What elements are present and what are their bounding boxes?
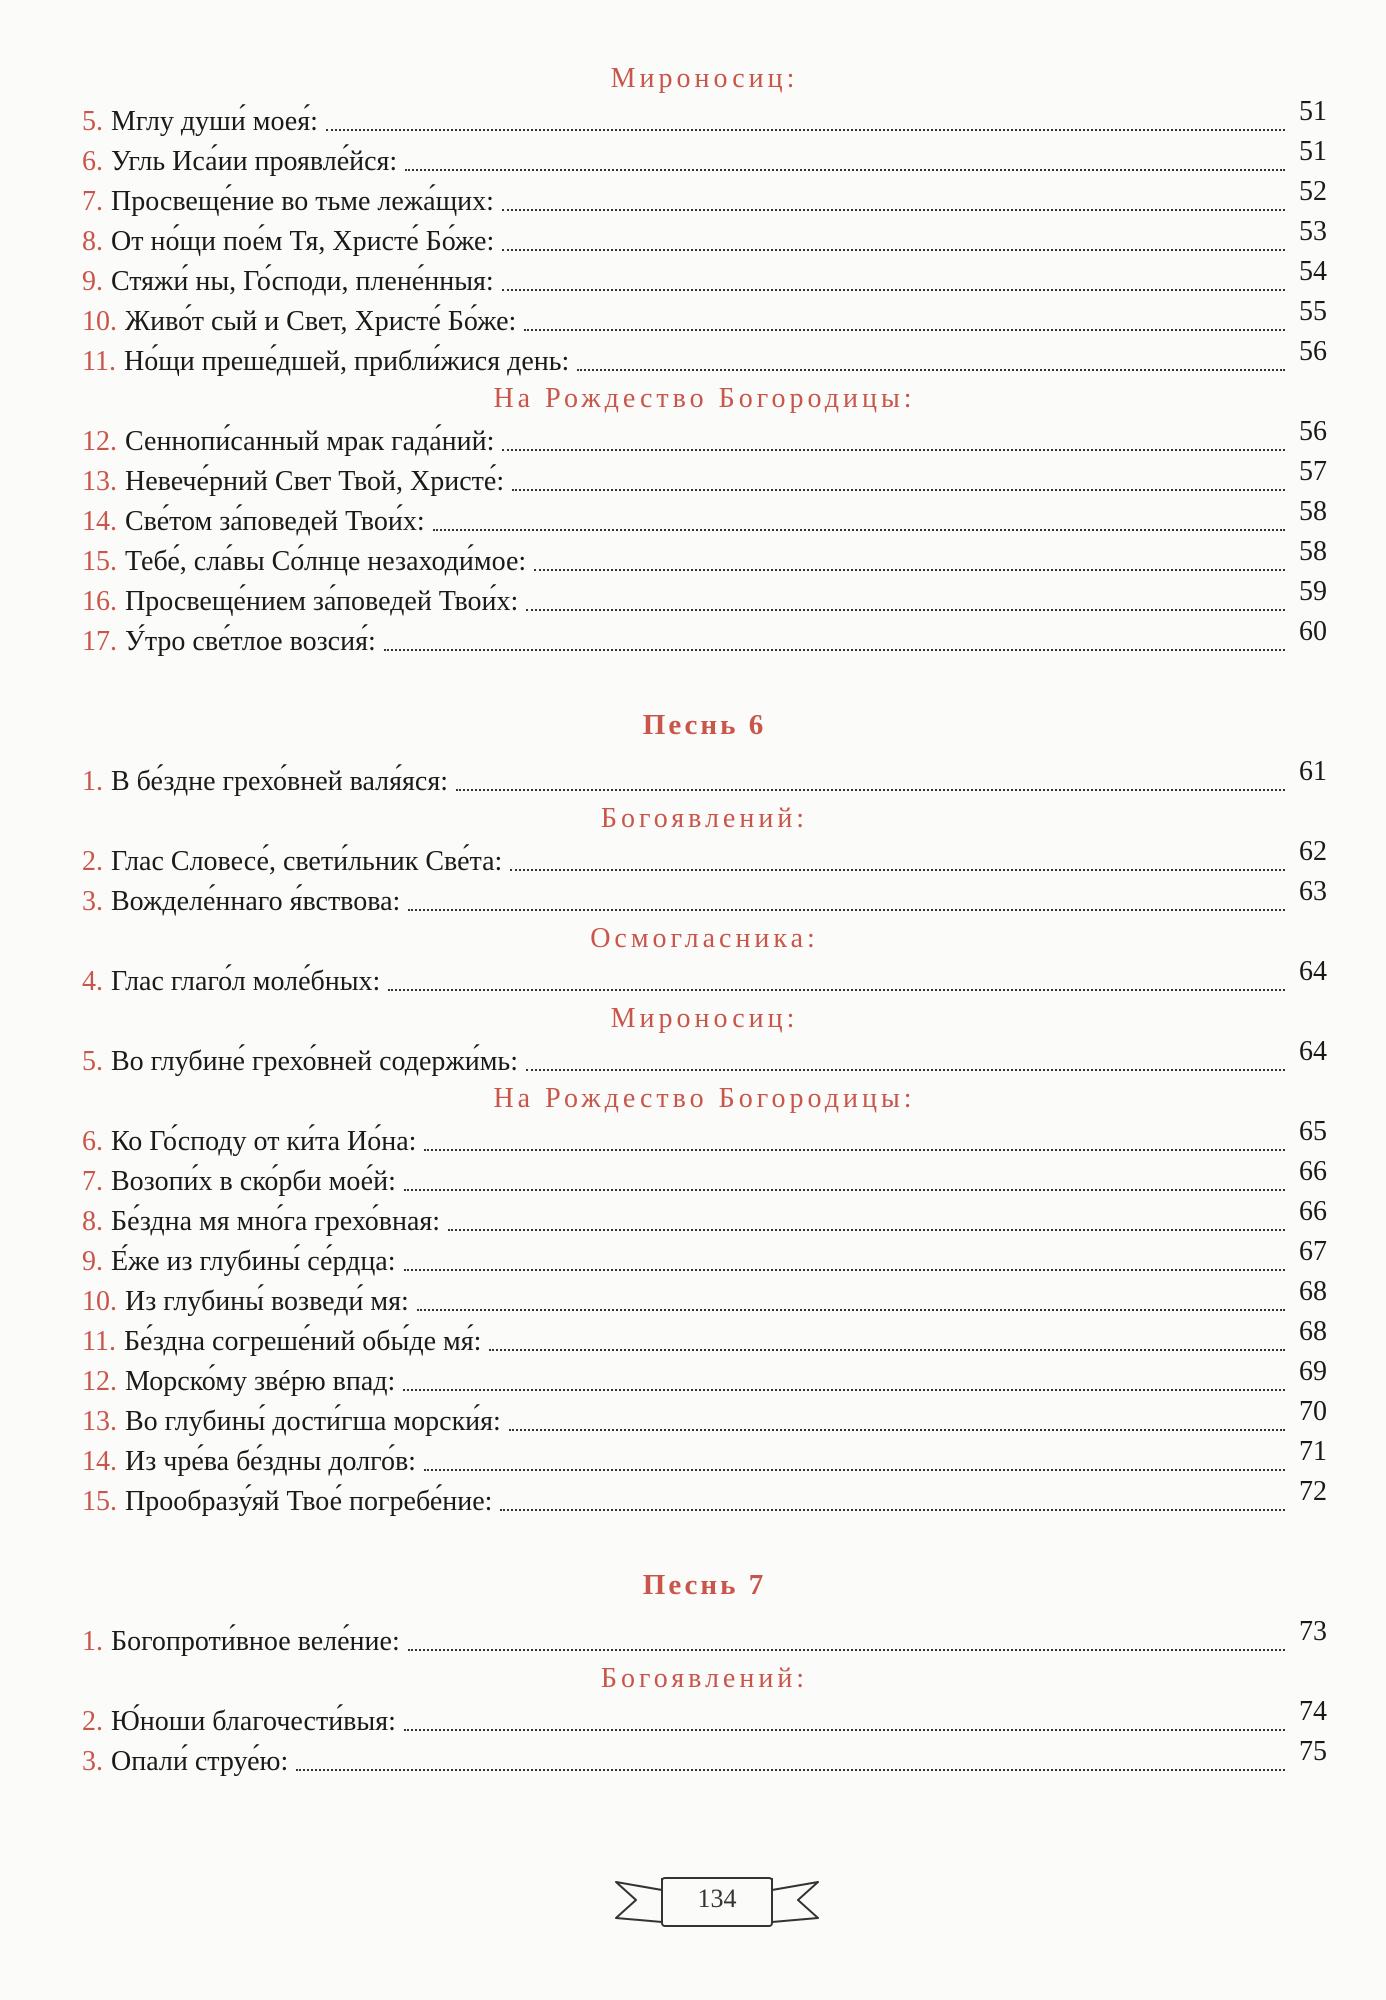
entry-page: 66	[1299, 1196, 1327, 1227]
dot-leader	[512, 489, 1285, 491]
entry-title: У́тро све́тлое возсия́:	[125, 626, 376, 657]
entry-page: 60	[1299, 616, 1327, 647]
entry-title: В бе́здне грехо́вней валя́яся:	[111, 766, 448, 797]
dot-leader	[502, 289, 1285, 291]
entry-page: 56	[1299, 336, 1327, 367]
entry-number: 8.	[82, 1206, 103, 1237]
entry-page: 59	[1299, 576, 1327, 607]
entry-page: 75	[1299, 1736, 1327, 1767]
entry-page: 58	[1299, 536, 1327, 567]
table-of-contents	[82, 58, 1327, 1778]
dot-leader	[510, 869, 1285, 871]
toc-entry[interactable]	[82, 1038, 1327, 1078]
entry-number: 6.	[82, 146, 103, 177]
entry-number: 2.	[82, 846, 103, 877]
entry-title: Бе́здна мя мно́га грехо́вная:	[111, 1206, 441, 1237]
dot-leader	[388, 989, 1285, 991]
toc-entry[interactable]	[82, 98, 1327, 138]
entry-page: 62	[1299, 836, 1327, 867]
toc-entry[interactable]	[82, 298, 1327, 338]
entry-page: 51	[1299, 96, 1327, 127]
dot-leader	[448, 1229, 1285, 1231]
entry-title: Во глубине́ грехо́вней содержи́мь:	[111, 1046, 518, 1077]
entry-page: 55	[1299, 296, 1327, 327]
entry-title: Богопроти́вное веле́ние:	[111, 1626, 400, 1657]
entry-number: 11.	[82, 346, 116, 377]
entry-title: Морско́му звéрю впад:	[125, 1366, 396, 1397]
entry-page: 51	[1299, 136, 1327, 167]
dot-leader	[408, 1649, 1285, 1651]
toc-entry[interactable]	[82, 178, 1327, 218]
spacer	[82, 1604, 1327, 1618]
dot-leader	[326, 129, 1285, 131]
spacer	[82, 658, 1327, 704]
toc-entry[interactable]	[82, 958, 1327, 998]
dot-leader	[577, 369, 1285, 371]
entry-title: Сеннопи́санный мрак гада́ний:	[125, 426, 495, 457]
entry-number: 13.	[82, 466, 117, 497]
dot-leader	[404, 1189, 1285, 1191]
entry-title: Просвеще́ние во тьме лежа́щих:	[111, 186, 494, 217]
toc-entry[interactable]	[82, 1318, 1327, 1358]
dot-leader	[524, 329, 1285, 331]
toc-entry[interactable]	[82, 1118, 1327, 1158]
entry-number: 10.	[82, 1286, 117, 1317]
entry-number: 1.	[82, 766, 103, 797]
entry-title: Из глубины́ возведи́ мя:	[125, 1286, 409, 1317]
entry-page: 73	[1299, 1616, 1327, 1647]
entry-title: Но́щи преше́дшей, прибли́жися день:	[123, 346, 570, 377]
entry-number: 12.	[82, 426, 117, 457]
dot-leader	[296, 1769, 1285, 1771]
dot-leader	[403, 1389, 1285, 1391]
dot-leader	[500, 1509, 1285, 1511]
toc-entry[interactable]	[82, 578, 1327, 618]
toc-entry[interactable]	[82, 1618, 1327, 1658]
section-heading: На Рождество Богородицы:	[493, 1083, 916, 1114]
entry-title: Ко Го́споду от ки́та Ио́на:	[111, 1126, 417, 1157]
entry-page: 74	[1299, 1696, 1327, 1727]
section-heading: На Рождество Богородицы:	[493, 383, 916, 414]
toc-entry[interactable]	[82, 1158, 1327, 1198]
dot-leader	[408, 909, 1285, 911]
entry-title: Невече́рний Свет Твой, Христе́:	[125, 466, 505, 497]
entry-number: 5.	[82, 106, 103, 137]
entry-number: 1.	[82, 1626, 103, 1657]
entry-page: 65	[1299, 1116, 1327, 1147]
entry-page: 54	[1299, 256, 1327, 287]
entry-title: Возопи́х в ско́рби мое́й:	[111, 1166, 396, 1197]
toc-entry[interactable]	[82, 538, 1327, 578]
entry-number: 11.	[82, 1326, 116, 1357]
entry-page: 71	[1299, 1436, 1327, 1467]
toc-entry[interactable]	[82, 138, 1327, 178]
entry-page: 63	[1299, 876, 1327, 907]
entry-page: 68	[1299, 1276, 1327, 1307]
entry-page: 58	[1299, 496, 1327, 527]
entry-number: 4.	[82, 966, 103, 997]
dot-leader	[509, 1429, 1285, 1431]
entry-page: 64	[1299, 956, 1327, 987]
dot-leader	[424, 1149, 1285, 1151]
toc-entry[interactable]	[82, 498, 1327, 538]
section-heading: Богоявлений:	[600, 803, 809, 834]
entry-number: 5.	[82, 1046, 103, 1077]
entry-page: 64	[1299, 1036, 1327, 1067]
dot-leader	[405, 169, 1285, 171]
entry-title: Угль Иса́ии проявле́йся:	[111, 146, 398, 177]
entry-page: 69	[1299, 1356, 1327, 1387]
entry-number: 9.	[82, 1246, 103, 1277]
section-heading: Богоявлений:	[600, 1663, 809, 1694]
entry-title: Е́же из глубины́ се́рдца:	[111, 1246, 396, 1277]
dot-leader	[526, 1069, 1285, 1071]
dot-leader	[433, 529, 1285, 531]
entry-number: 7.	[82, 1166, 103, 1197]
entry-number: 17.	[82, 626, 117, 657]
spacer	[82, 744, 1327, 758]
dot-leader	[502, 209, 1285, 211]
entry-number: 10.	[82, 306, 117, 337]
entry-page: 70	[1299, 1396, 1327, 1427]
entry-title: Просвеще́нием за́поведей Твои́х:	[125, 586, 519, 617]
toc-entry[interactable]	[82, 1478, 1327, 1518]
dot-leader	[424, 1469, 1285, 1471]
song-heading: Песнь 7	[642, 1569, 767, 1601]
toc-entry[interactable]	[82, 1198, 1327, 1238]
entry-number: 2.	[82, 1706, 103, 1737]
toc-entry[interactable]	[82, 1438, 1327, 1478]
entry-title: Из чре́ва бе́здны долго́в:	[125, 1446, 416, 1477]
entry-number: 3.	[82, 1746, 103, 1777]
entry-title: Све́том за́поведей Твои́х:	[125, 506, 425, 537]
toc-entry[interactable]	[82, 1358, 1327, 1398]
entry-title: Бе́здна согреше́ний обы́де мя́:	[123, 1326, 482, 1357]
entry-number: 8.	[82, 226, 103, 257]
spacer	[82, 1518, 1327, 1564]
entry-title: Глас Словесе́, свети́льник Све́та:	[111, 846, 503, 877]
entry-title: Мглу души́ моея́:	[111, 106, 318, 137]
toc-entry[interactable]	[82, 758, 1327, 798]
entry-number: 13.	[82, 1406, 117, 1437]
entry-page: 66	[1299, 1156, 1327, 1187]
section-heading: Мироносиц:	[610, 63, 799, 94]
toc-entry[interactable]	[82, 1278, 1327, 1318]
toc-entry[interactable]	[82, 1238, 1327, 1278]
entry-number: 15.	[82, 1486, 117, 1517]
toc-entry[interactable]	[82, 838, 1327, 878]
dot-leader	[404, 1269, 1285, 1271]
entry-number: 6.	[82, 1126, 103, 1157]
dot-leader	[417, 1309, 1285, 1311]
toc-entry[interactable]	[82, 1398, 1327, 1438]
entry-title: Во глубины́ дости́гша морски́я:	[125, 1406, 501, 1437]
entry-page: 57	[1299, 456, 1327, 487]
entry-title: Ю́ноши благочести́выя:	[111, 1706, 396, 1737]
entry-number: 3.	[82, 886, 103, 917]
entry-page: 53	[1299, 216, 1327, 247]
entry-page: 56	[1299, 416, 1327, 447]
toc-entry[interactable]	[82, 218, 1327, 258]
toc-entry[interactable]	[82, 618, 1327, 658]
page-number: 134	[697, 1884, 737, 1913]
section-heading: Осмогласника:	[590, 923, 819, 954]
entry-number: 7.	[82, 186, 103, 217]
entry-number: 14.	[82, 506, 117, 537]
entry-number: 15.	[82, 546, 117, 577]
toc-entry[interactable]	[82, 418, 1327, 458]
entry-title: Опали́ струе́ю:	[111, 1746, 289, 1777]
entry-page: 67	[1299, 1236, 1327, 1267]
entry-title: Стяжи́ ны, Го́споди, плене́нныя:	[111, 266, 494, 297]
entry-title: От но́щи пое́м Тя, Христе́ Бо́же:	[111, 226, 495, 257]
entry-number: 16.	[82, 586, 117, 617]
entry-title: Тебе́, сла́вы Со́лнце незаходи́мое:	[125, 546, 527, 577]
entry-title: Вожделе́ннаго я́вствова:	[111, 886, 401, 917]
toc-entry[interactable]	[82, 1698, 1327, 1738]
song-heading: Песнь 6	[642, 709, 767, 741]
dot-leader	[404, 1729, 1285, 1731]
dot-leader	[384, 649, 1285, 651]
entry-number: 9.	[82, 266, 103, 297]
toc-entry[interactable]	[82, 338, 1327, 378]
dot-leader	[502, 249, 1285, 251]
section-entries	[82, 98, 1327, 378]
dot-leader	[489, 1349, 1285, 1351]
section-entries	[82, 418, 1327, 658]
entry-page: 61	[1299, 756, 1327, 787]
entry-page: 72	[1299, 1476, 1327, 1507]
page-number-ribbon	[612, 1868, 822, 1938]
toc-entry[interactable]	[82, 258, 1327, 298]
entry-title: Прообразу́яй Твое́ погребе́ние:	[125, 1486, 493, 1517]
dot-leader	[456, 789, 1285, 791]
entry-page: 68	[1299, 1316, 1327, 1347]
toc-entry[interactable]	[82, 878, 1327, 918]
entry-page: 52	[1299, 176, 1327, 207]
entry-title: Глас глаго́л моле́бных:	[111, 966, 381, 997]
dot-leader	[534, 569, 1285, 571]
entry-number: 12.	[82, 1366, 117, 1397]
entry-title: Живо́т сый и Свет, Христе́ Бо́же:	[125, 306, 517, 337]
section-heading: Мироносиц:	[610, 1003, 799, 1034]
entry-number: 14.	[82, 1446, 117, 1477]
toc-entry[interactable]	[82, 1738, 1327, 1778]
dot-leader	[502, 449, 1285, 451]
toc-entry[interactable]	[82, 458, 1327, 498]
dot-leader	[526, 609, 1285, 611]
